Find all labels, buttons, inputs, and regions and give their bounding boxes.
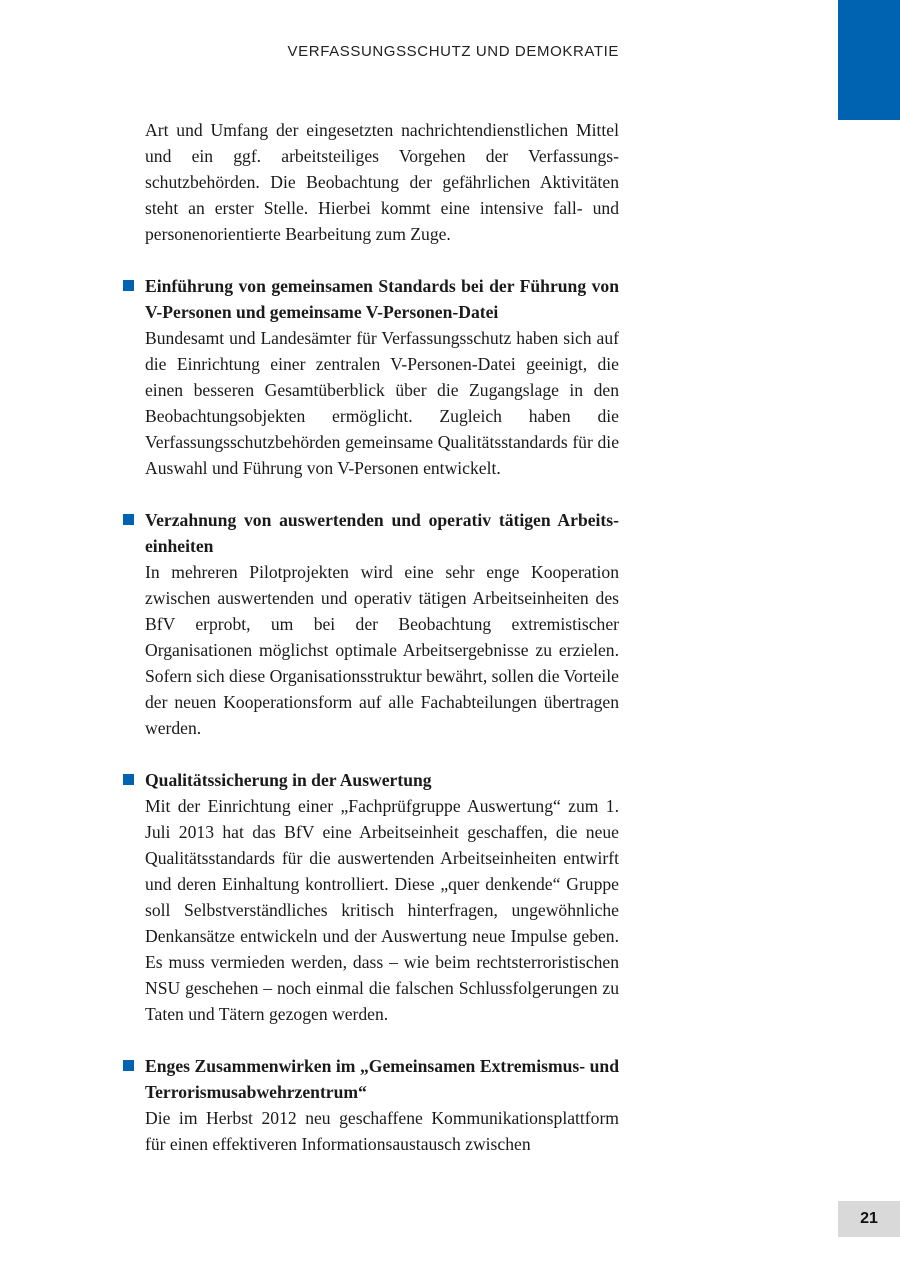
list-item (145, 273, 619, 481)
list-item-title: Enges Zusammenwirken im „Gemeinsamen Extremismus- und Terrorismusabwehrzentrum“ (145, 1056, 619, 1102)
square-bullet-icon (123, 514, 134, 525)
list-item (145, 767, 619, 1027)
page-content (145, 117, 619, 1183)
square-bullet-icon (123, 774, 134, 785)
square-bullet-icon (123, 280, 134, 291)
list-item-body: Mit der Einrichtung einer „Fachprüfgruppe Auswertung“ zum 1. Juli 2013 hat das BfV eine Arbeitseinheit geschaffen, die neue Qualitätsstandards für die auswertenden Arbeitseinheiten entwirft und deren Einhaltung kontrolliert. Diese „quer denkende“ Gruppe soll Selbstverständliches kritisch hinterfragen, ungewöhnliche Denkansätze entwickeln und der Auswertung neue Impulse geben. Es muss vermieden werden, dass – wie beim rechtsterroristischen NSU geschehen – noch einmal die falschen Schlussfolgerungen zu Taten und Tätern gezogen werden. (145, 796, 619, 1024)
list-item (145, 507, 619, 741)
list-item-title: Qualitätssicherung in der Auswertung (145, 770, 432, 790)
chapter-tab-marker (838, 0, 900, 120)
intro-paragraph: Art und Umfang der eingesetzten nachrichtendienstlichen Mittel und ein ggf. arbeitsteiliges Vorgehen der Verfassungsschutzbehörden. Die Beobachtung der gefährlichen Aktivitäten steht an erster Stelle. Hierbei kommt eine intensive fall- und personenorientierte Bearbeitung zum Zuge. (145, 120, 619, 244)
list-item-body: Die im Herbst 2012 neu geschaffene Kommunikationsplattform für einen effektiveren Informationsaustausch zwischen (145, 1108, 619, 1154)
square-bullet-icon (123, 1060, 134, 1071)
list-item-title: Verzahnung von auswertenden und operativ tätigen Arbeitseinheiten (145, 510, 619, 556)
running-header: VERFASSUNGSSCHUTZ UND DEMOKRATIE (287, 43, 619, 60)
list-item (145, 1053, 619, 1157)
list-item-body: In mehreren Pilotprojekten wird eine sehr enge Kooperation zwischen auswertenden und operativ tätigen Arbeitseinheiten des BfV erprobt, um bei der Beobachtung extremistischer Organisationen möglichst optimale Arbeitsergebnisse zu erzielen. Sofern sich diese Organisationsstruktur bewährt, sollen die Vorteile der neuen Kooperationsform auf alle Fachabteilungen übertragen werden. (145, 562, 619, 738)
list-item-body: Bundesamt und Landesämter für Verfassungsschutz haben sich auf die Einrichtung einer zentralen V-Personen-Datei geeinigt, die einen besseren Gesamtüberblick über die Zugangslage in den Beobachtungsobjekten ermöglicht. Zugleich haben die Verfassungsschutzbehörden gemeinsame Qualitätsstandards für die Auswahl und Führung von V-Personen entwickelt. (145, 328, 619, 478)
page-number: 21 (838, 1201, 900, 1237)
list-item-title: Einführung von gemeinsamen Standards bei der Führung von V-Personen und gemeinsame V-Personen-Datei (145, 276, 619, 322)
